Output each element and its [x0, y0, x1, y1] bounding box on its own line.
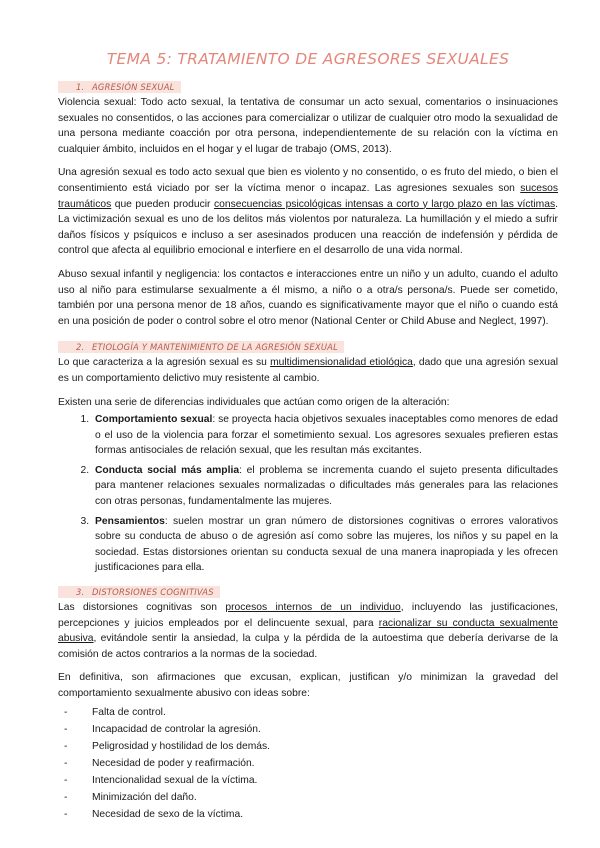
underlined-text: multidimensionalidad etiológica: [270, 357, 413, 369]
list-item: - Incapacidad de controlar la agresión.: [64, 721, 558, 738]
list-item: - Minimización del daño.: [64, 789, 558, 806]
underlined-text: racionalizar su conducta sexualmente abusiva: [58, 617, 558, 645]
section-number: 2.: [76, 342, 85, 353]
paragraph: Una agresión sexual es todo acto sexual que bien es violento y no consentido, o es fruto del miedo, o bien el consentimiento está viciado por ser la víctima menor o incapaz. Las agresiones sexuales son sucesos traumáticos que pueden producir consecuencias psicológicas intensas a corto y largo plazo en las víctimas. La victimización sexual es uno de los delitos más violentos por naturaleza. La humillación y el miedo a sufrir daños físicos y psíquicos e incluso a ser asesinados producen una reacción de indefensión y pérdida de control que afecta al equilibrio emocional e interfiere en el desarrollo de una vida normal.: [58, 167, 559, 257]
numbered-list: [58, 412, 558, 576]
list-item: - Necesidad de poder y reafirmación.: [64, 755, 558, 772]
page-title: TEMA 5: TRATAMIENTO DE AGRESORES SEXUALES: [106, 50, 510, 68]
list-item: - Peligrosidad y hostilidad de los demás.: [64, 738, 558, 755]
section-title: DISTORSIONES COGNITIVAS: [92, 587, 214, 598]
section-title: AGRESIÓN SEXUAL: [92, 82, 175, 92]
section-number: 1.: [76, 82, 85, 92]
section-number: 3.: [76, 587, 85, 598]
section-3-heading: [58, 586, 220, 598]
underlined-text: consecuencias psicológicas intensas a corto y largo plazo en las víctimas: [213, 198, 556, 210]
list-item: - Necesidad de sexo de la víctima.: [64, 806, 558, 823]
paragraph: Violencia sexual: Todo acto sexual, la tentativa de consumar un acto sexual, comentarios o insinuaciones sexuales no consentidos, o las acciones para comercializar o utilizar de cualquier otro modo la sexualidad de una persona mediante coacción por otra persona, independientemente de su relación con la víctima en cualquier ámbito, incluidos en el hogar y el lugar de trabajo (OMS, 2013).: [58, 97, 558, 155]
list-item: 2. Conducta social más amplia: el problema se incrementa cuando el sujeto presenta dificultades para mantener relaciones sexuales normalizadas o dificultades más generales para las relaciones con otras personas, fundamentalmente las mujeres.: [92, 463, 558, 510]
section-title: ETIOLOGÍA Y MANTENIMIENTO DE LA AGRESIÓN SEXUAL: [92, 342, 338, 353]
paragraph: En definitiva, son afirmaciones que excusan, explican, justifican y/o minimizan la gravedad del comportamiento sexualmente abusivo con ideas sobre:: [58, 672, 558, 699]
paragraph: Las distorsiones cognitivas son procesos internos de un individuo, incluyendo las justificaciones, percepciones y juicios empleados por el delincuente sexual, para racionalizar su conducta sexualmente abusiva, evitándole sentir la ansiedad, la culpa y la pérdida de la autoestima que debería derivarse de la comisión de actos contrarios a la normas de la sociedad.: [58, 602, 558, 660]
paragraph: Abuso sexual infantil y negligencia: los contactos e interacciones entre un niño y un adulto, cuando el adulto uso al niño para estimularse sexualmente a él mismo, a niño o a otra/s persona/s. Puede ser cometido, también por una persona menor de 18 años, cuando es significativamente mayor que el niño o cuando está en una posición de poder o control sobre el otro menor (National Center or Child Abuse and Neglect, 1997).: [58, 268, 558, 327]
underlined-text: procesos internos de un individuo: [225, 602, 401, 614]
list-item: 3. Pensamientos: suelen mostrar un gran número de distorsiones cognitivas o errores valorativos sobre su conducta de abuso o de agresión así como sobre las mujeres, los niños y su papel en la sociedad. Estas distorsiones orientan su conducta sexual de una manera inapropiada y les ofrecen justificaciones para ella.: [92, 514, 558, 576]
section-1-heading: [58, 81, 181, 93]
paragraph: Existen una serie de diferencias individuales que actúan como origen de la alteración:: [58, 396, 450, 408]
list-item: 1. Comportamiento sexual: se proyecta hacia objetivos sexuales inaceptables como menores de edad o el uso de la violencia para forzar el sometimiento sexual. Los agresores sexuales prefieren estas formas antisociales de relación sexual, que les resultan más excitantes.: [92, 412, 558, 459]
paragraph: Lo que caracteriza a la agresión sexual es su multidimensionalidad etiológica, dado que una agresión sexual es un comportamiento delictivo muy resistente al cambio.: [58, 357, 558, 384]
list-item: - Falta de control.: [64, 704, 558, 721]
dash-list: [58, 704, 558, 823]
list-item: - Intencionalidad sexual de la víctima.: [64, 772, 558, 789]
underlined-text: sucesos traumáticos: [58, 182, 558, 210]
section-2-heading: [58, 341, 344, 353]
